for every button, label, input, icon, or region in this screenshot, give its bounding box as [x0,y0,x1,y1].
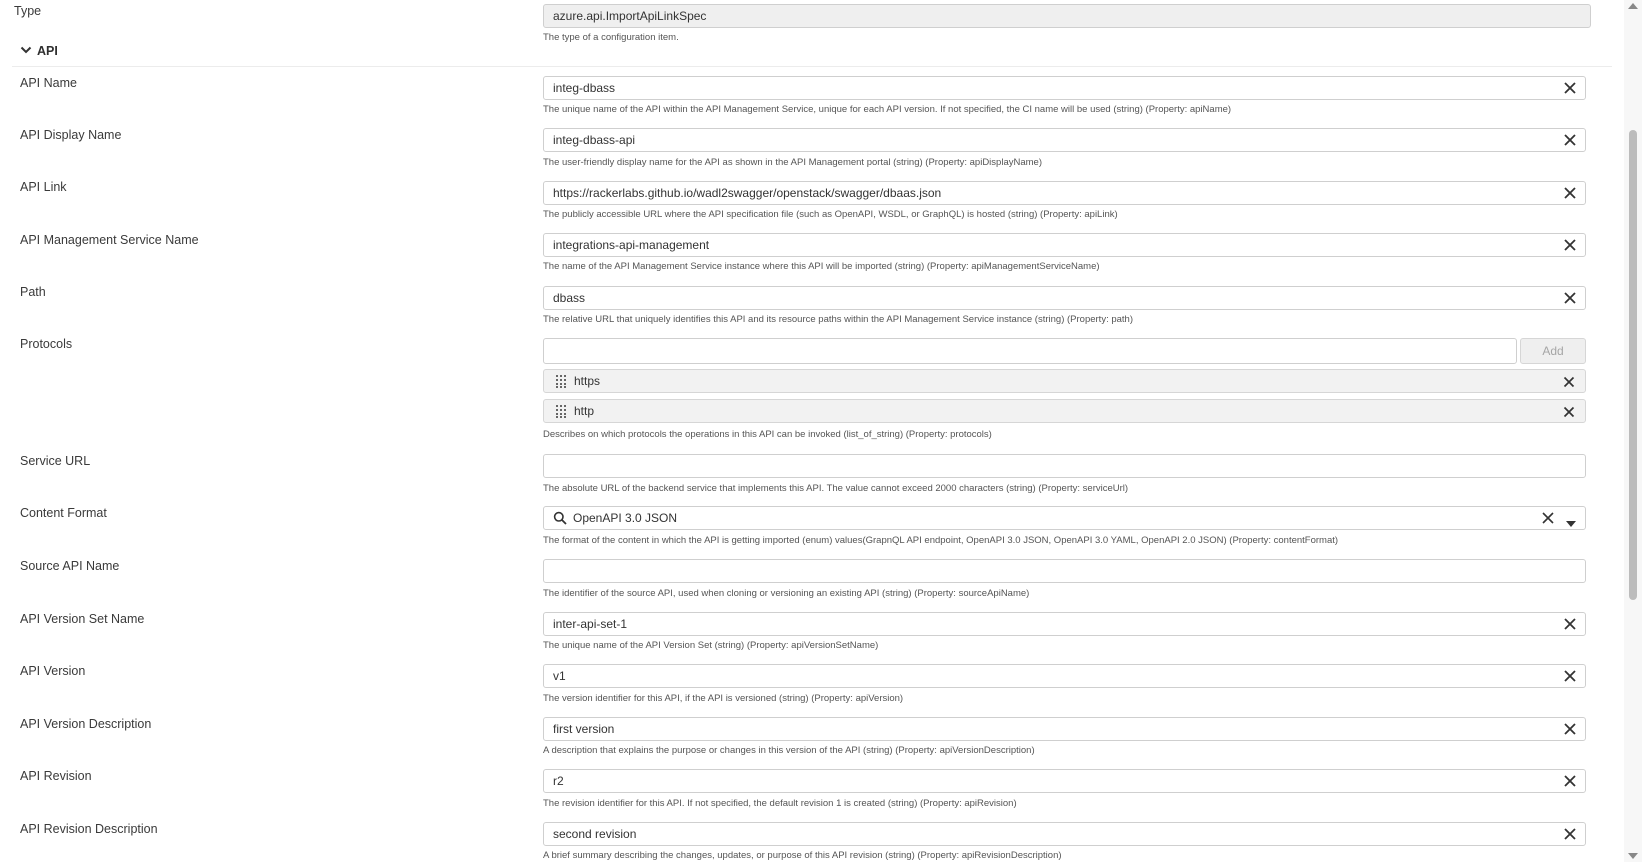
drag-handle-icon[interactable] [556,375,566,388]
source-api-name-label: Source API Name [20,559,120,573]
api-name-label: API Name [20,76,77,90]
type-field [543,4,1591,28]
protocol-item[interactable] [543,399,1586,423]
api-mgmt-service-name-help: The name of the API Management Service instance where this API will be imported (string) (Property: apiManagementServiceName) [543,261,1100,272]
clear-icon[interactable] [1563,669,1577,683]
api-display-name-input[interactable] [543,128,1586,152]
api-revision-help: The revision identifier for this API. If not specified, the default revision 1 is created (string) (Property: apiRevision) [543,798,1017,809]
api-name-value: integ-dbass [553,81,616,95]
api-link-help: The publicly accessible URL where the API specification file (such as OpenAPI, WSDL, or GraphQL) is hosted (string) (Property: apiLink) [543,209,1118,220]
content-format-help: The format of the content in which the API is getting imported (enum) values(GrapnQL API endpoint, OpenAPI 3.0 JSON, OpenAPI 3.0 YAML, OpenAPI 2.0 JSON) (Property: contentFormat) [543,535,1339,546]
protocol-item[interactable] [543,369,1586,393]
api-version-label: API Version [20,664,86,678]
section-divider [12,66,1612,67]
remove-icon[interactable] [1563,375,1575,387]
path-value: dbass [553,291,586,305]
content-format-label: Content Format [20,506,107,520]
api-revision-input[interactable] [543,769,1586,793]
remove-icon[interactable] [1563,405,1575,417]
api-version-description-help: A description that explains the purpose or changes in this version of the API (string) (Property: apiVersionDescription) [543,745,1035,756]
api-version-description-value: first version [553,722,615,736]
api-version-description-label: API Version Description [20,717,152,731]
api-version-value: v1 [553,669,566,683]
api-version-input[interactable] [543,664,1586,688]
service-url-help: The absolute URL of the backend service that implements this API. The value cannot exceed 2000 characters (string) (Property: serviceUrl) [543,483,1129,494]
api-link-label: API Link [20,180,67,194]
api-version-help: The version identifier for this API, if the API is versioned (string) (Property: apiVersion) [543,693,904,704]
add-protocol-button[interactable]: Add [1520,338,1586,364]
api-revision-label: API Revision [20,769,92,783]
service-url-label: Service URL [20,454,91,468]
protocol-item-label: http [574,404,595,418]
clear-icon[interactable] [1541,511,1555,525]
clear-icon[interactable] [1563,617,1577,631]
api-mgmt-service-name-input[interactable] [543,233,1586,257]
scroll-up-arrow-icon[interactable] [1628,3,1638,9]
api-link-value: https://rackerlabs.github.io/wadl2swagger/openstack/swagger/dbaas.json [553,186,942,200]
api-version-set-name-help: The unique name of the API Version Set (string) (Property: apiVersionSetName) [543,640,879,651]
clear-icon[interactable] [1563,827,1577,841]
protocols-label: Protocols [20,337,73,351]
api-version-set-name-input[interactable] [543,612,1586,636]
clear-icon[interactable] [1563,291,1577,305]
path-help: The relative URL that uniquely identifies this API and its resource paths within the API Management Service instance (string) (Property: path) [543,314,1133,325]
caret-down-icon[interactable] [1566,515,1576,523]
protocol-item-label: https [574,374,601,388]
search-icon [553,511,567,525]
api-revision-description-help: A brief summary describing the changes, updates, or purpose of this API revision (string) (Property: apiRevisionDescription) [543,850,1062,861]
api-name-input[interactable] [543,76,1586,100]
content-format-select[interactable] [543,506,1586,530]
source-api-name-help: The identifier of the source API, used when cloning or versioning an existing API (string) (Property: sourceApiName) [543,588,1030,599]
chevron-down-icon [20,44,32,58]
vertical-scrollbar[interactable] [1624,0,1642,862]
type-label: Type [14,4,42,18]
api-revision-description-value: second revision [553,827,637,841]
api-display-name-label: API Display Name [20,128,122,142]
api-mgmt-service-name-value: integrations-api-management [553,238,710,252]
clear-icon[interactable] [1563,722,1577,736]
service-url-input[interactable] [543,454,1586,478]
api-mgmt-service-name-label: API Management Service Name [20,233,199,247]
api-section-title: API [37,44,58,58]
drag-handle-icon[interactable] [556,405,566,418]
api-revision-value: r2 [553,774,564,788]
content-format-value: OpenAPI 3.0 JSON [573,511,678,525]
api-revision-description-label: API Revision Description [20,822,158,836]
api-version-set-name-label: API Version Set Name [20,612,145,626]
type-value: azure.api.ImportApiLinkSpec [553,9,707,23]
path-input[interactable] [543,286,1586,310]
scroll-thumb[interactable] [1629,130,1637,600]
clear-icon[interactable] [1563,133,1577,147]
api-revision-description-input[interactable] [543,822,1586,846]
api-display-name-value: integ-dbass-api [553,133,636,147]
api-name-help: The unique name of the API within the API Management Service, unique for each API version. If not specified, the CI name will be used (string) (Property: apiName) [543,104,1232,115]
clear-icon[interactable] [1563,81,1577,95]
source-api-name-input[interactable] [543,559,1586,583]
protocols-help: Describes on which protocols the operations in this API can be invoked (list_of_string) (Property: protocols) [543,429,992,440]
clear-icon[interactable] [1563,186,1577,200]
clear-icon[interactable] [1563,238,1577,252]
type-help: The type of a configuration item. [543,32,679,43]
path-label: Path [20,285,46,299]
api-version-description-input[interactable] [543,717,1586,741]
api-link-input[interactable] [543,181,1586,205]
api-section-toggle[interactable] [20,44,58,58]
api-version-set-name-value: inter-api-set-1 [553,617,628,631]
protocols-input[interactable] [543,338,1517,364]
clear-icon[interactable] [1563,774,1577,788]
api-display-name-help: The user-friendly display name for the API as shown in the API Management portal (string) (Property: apiDisplayName) [543,157,1042,168]
scroll-down-arrow-icon[interactable] [1628,853,1638,859]
